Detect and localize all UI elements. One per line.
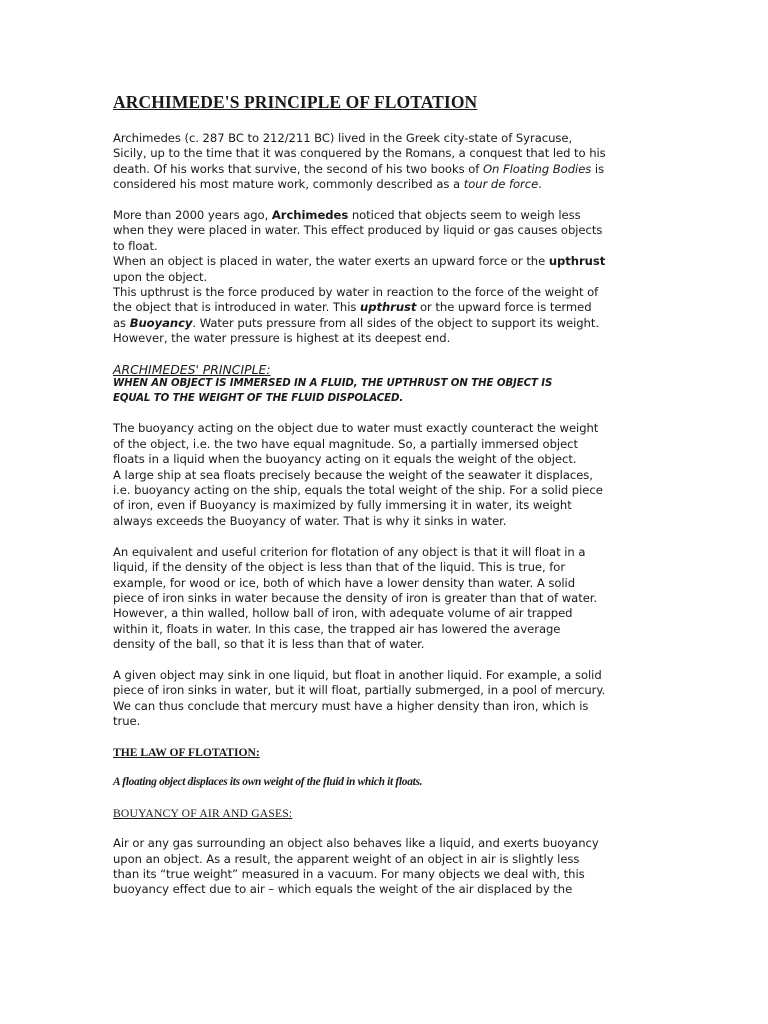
principle-heading: ARCHIMEDES' PRINCIPLE: — [113, 362, 271, 378]
text-line: A large ship at sea floats precisely because the weight of the seawater it displaces, — [113, 467, 593, 482]
text-line: density of the ball, so that it is less than that of water. — [113, 637, 425, 652]
text-line: upon an object. As a result, the apparent weight of an object in air is slightly less — [113, 851, 580, 866]
text-line: We can thus conclude that mercury must have a higher density than iron, which is — [113, 698, 589, 713]
text-line: always exceeds the Buoyancy of water. That is why it sinks in water. — [113, 513, 507, 528]
intro-paragraph — [113, 131, 658, 193]
text-line: A given object may sink in one liquid, but float in another liquid. For example, a solid — [113, 667, 602, 682]
text-line: the object that is introduced in water. This upthrust or the upward force is termed — [113, 300, 592, 315]
upthrust-paragraph — [113, 208, 658, 347]
text-line: example, for wood or ice, both of which have a lower density than water. A solid — [113, 575, 576, 590]
text-line: of iron, even if Buoyancy is maximized by fully immersing it in water, its weight — [113, 498, 572, 513]
text-line: within it, floats in water. In this case, the trapped air has lowered the average — [113, 621, 561, 636]
text-line: Air or any gas surrounding an object also behaves like a liquid, and exerts buoyancy — [113, 836, 599, 851]
text-line: of the object, i.e. the two have equal magnitude. So, a partially immersed object — [113, 436, 578, 451]
book-title: On Floating Bodies — [482, 161, 592, 176]
text-line: floats in a liquid when the buoyancy acting on it equals the weight of the object. — [113, 452, 577, 467]
text-line: to float. — [113, 238, 158, 253]
text-line: Archimedes (c. 287 BC to 212/211 BC) lived in the Greek city-state of Syracuse, — [113, 131, 573, 145]
law-heading: THE LAW OF FLOTATION: — [113, 745, 260, 759]
principle-section — [113, 362, 658, 406]
text-line: liquid, if the density of the object is less than that of the liquid. This is true, for — [113, 560, 566, 575]
principle-statement: EQUAL TO THE WEIGHT OF THE FLUID DISPOLACED. — [113, 392, 404, 404]
page-title: ARCHIMEDE'S PRINCIPLE OF FLOTATION — [113, 92, 478, 112]
text-line: However, a thin walled, hollow ball of iron, with adequate volume of air trapped — [113, 606, 573, 621]
gases-heading: BOUYANCY OF AIR AND GASES: — [113, 806, 293, 820]
law-statement: A floating object displaces its own weight of the fluid in which it floats. — [113, 776, 423, 789]
text-line: i.e. buoyancy acting on the ship, equals the total weight of the ship. For a solid piece — [113, 483, 603, 498]
text-line: An equivalent and useful criterion for flotation of any object is that it will float in a — [113, 544, 586, 559]
text-line: When an object is placed in water, the water exerts an upward force or the upthrust — [113, 254, 606, 269]
gases-paragraph — [113, 836, 658, 898]
emphasis: tour de force — [463, 177, 539, 192]
mercury-paragraph — [113, 668, 658, 730]
principle-statement: WHEN AN OBJECT IS IMMERSED IN A FLUID, THE UPTHRUST ON THE OBJECT IS — [113, 378, 553, 390]
text-line: upon the object. — [113, 269, 208, 284]
text-line: as Buoyancy. Water puts pressure from all sides of the object to support its weight. — [113, 315, 599, 330]
text-line: The buoyancy acting on the object due to water must exactly counteract the weight — [113, 421, 599, 436]
text-line: Sicily, up to the time that it was conquered by the Romans, a conquest that led to his — [113, 146, 606, 161]
document-page — [113, 92, 658, 898]
text-line: However, the water pressure is highest at its deepest end. — [113, 331, 451, 346]
text-line: This upthrust is the force produced by water in reaction to the force of the weight of — [113, 285, 599, 300]
text-line: More than 2000 years ago, Archimedes noticed that objects seem to weigh less — [113, 208, 581, 223]
text-line: death. Of his works that survive, the second of his two books of On Floating Bodies is — [113, 161, 605, 176]
text-line: than its “true weight” measured in a vacuum. For many objects we deal with, this — [113, 866, 585, 881]
text-line: considered his most mature work, commonly described as a tour de force. — [113, 177, 542, 192]
text-line: buoyancy effect due to air – which equals the weight of the air displaced by the — [113, 882, 573, 897]
text-line: piece of iron sinks in water because the density of iron is greater than that of water. — [113, 590, 598, 605]
text-line: true. — [113, 714, 141, 729]
text-line: when they were placed in water. This effect produced by liquid or gas causes objects — [113, 223, 603, 238]
density-paragraph — [113, 545, 658, 653]
text-line: piece of iron sinks in water, but it will float, partially submerged, in a pool of mercury. — [113, 683, 606, 698]
buoyancy-paragraph — [113, 421, 658, 529]
